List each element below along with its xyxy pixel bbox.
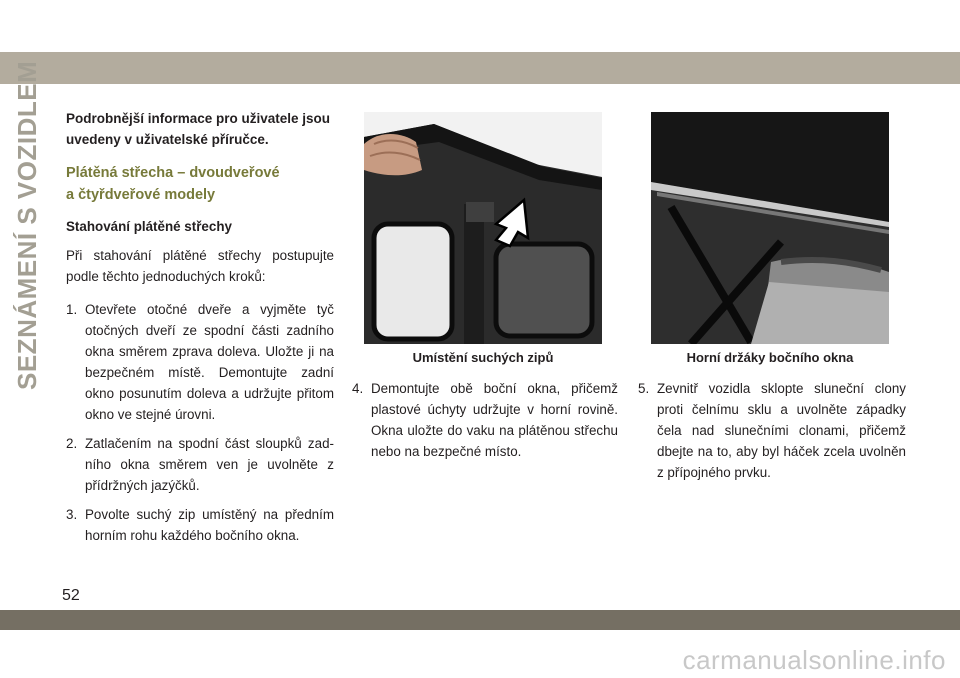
step-item: [66, 504, 334, 546]
step-text: Povolte suchý zip umístěný na předním horním rohu každého bočního okna.: [85, 507, 334, 543]
steps-list: [352, 378, 618, 462]
step-text: Demontujte obě boční okna, přičemž plastové úchyty udržujte v horní rovině. Okna uložte do vaku na plátěnou střechu nebo na bezpečné místo.: [371, 381, 618, 459]
side-chapter-title: SEZNÁMENÍ S VOZIDLEM: [12, 60, 42, 390]
steps-list: [66, 299, 334, 546]
steps-list: [638, 378, 906, 483]
step-number: 4.: [352, 381, 364, 396]
step-text: Otevřete otočné dveře a vyjměte tyč otočných dveří ze spodní části zadního okna směrem zprava doleva. Uložte ji na bezpečném místě. Demontujte zadní okno posunutím doleva a udržujte přitom okno ve stejné úrovni.: [85, 302, 334, 422]
watermark: carmanualsonline.info: [682, 645, 946, 675]
step-item: [66, 299, 334, 425]
step-item: [66, 433, 334, 496]
page-number: 52: [62, 587, 80, 604]
step-number: 3.: [66, 507, 78, 522]
column-left: [66, 108, 334, 554]
column-right: [638, 378, 906, 491]
footer-band: [0, 610, 960, 630]
figure-caption-1: Umístění suchých zipů: [412, 350, 554, 365]
lead-paragraph: Při stahování plátěné střechy postupujte podle těchto jednoduchých kroků:: [66, 248, 334, 284]
figure-caption-2: Horní držáky bočního okna: [686, 350, 854, 365]
step-number: 5.: [638, 381, 650, 396]
figure-velcro-location: [364, 112, 602, 344]
step-item: [638, 378, 906, 483]
step-text: Zevnitř vozidla sklopte sluneční clony proti čelnímu sklu a uvolněte západky čela nad slunečními clonami, přičemž dbejte na to, aby byl háček zcela uvolněn z přípojného prvku.: [657, 381, 906, 480]
photo-velcro: [364, 112, 602, 344]
step-number: 2.: [66, 436, 78, 451]
intro-text: Podrobnější informace pro uživatele jsou uvedeny v uživatelské příručce.: [66, 111, 331, 147]
subheading: Stahování plátěné střechy: [66, 219, 232, 234]
step-item: [352, 378, 618, 462]
header-band: [0, 52, 960, 84]
section-title-line-1: Plátěná střecha – dvoudveřové: [66, 165, 280, 181]
step-number: 1.: [66, 302, 78, 317]
section-title: [66, 162, 334, 206]
figure-side-window-brackets: [651, 112, 889, 344]
step-text: Zatlačením na spodní část sloupků zadního okna směrem ven je uvolněte z přídržných jazýčků.: [85, 436, 334, 493]
section-title-line-2: a čtyřdveřové modely: [66, 187, 216, 203]
photo-brackets: [651, 112, 889, 344]
column-middle: [352, 378, 618, 470]
